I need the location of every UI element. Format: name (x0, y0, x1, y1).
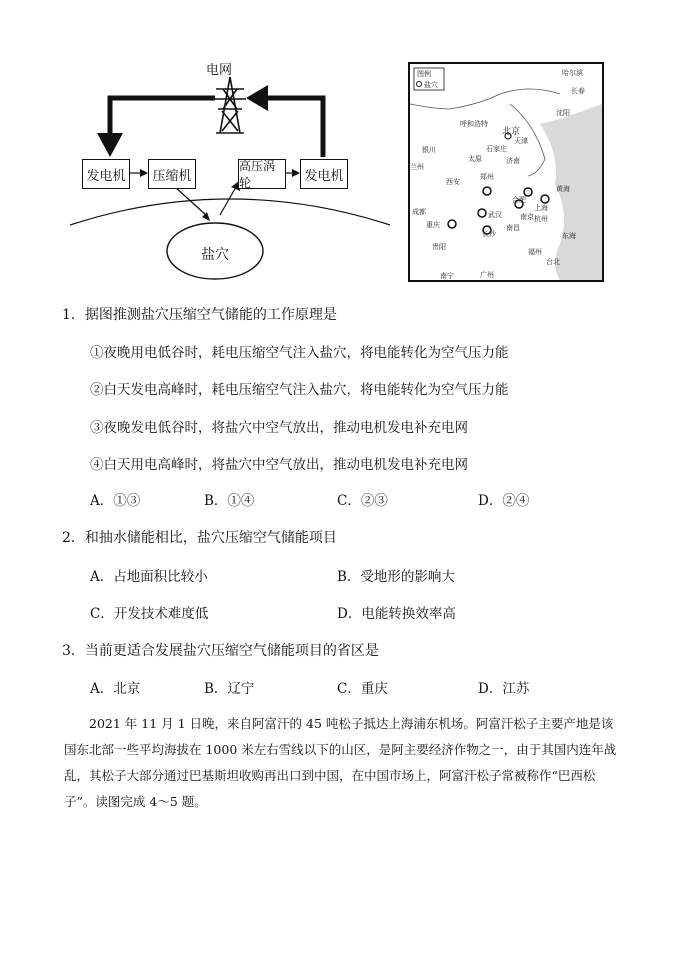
question-1-option-d[interactable]: D．②④ (478, 493, 530, 509)
compressor-box: 压缩机 (148, 159, 196, 189)
turbine-box: 高压涡轮 (238, 159, 286, 189)
question-3-option-a[interactable]: A．北京 (90, 681, 141, 697)
sea-label: 东海 (562, 232, 576, 240)
question-2-option-c[interactable]: C．开发技术难度低 (90, 606, 209, 622)
city-label: 合肥 (512, 196, 526, 204)
map-legend-item: 盐穴 (424, 81, 438, 89)
question-1-option-c[interactable]: C．②③ (337, 493, 388, 509)
question-1-statement: ②白天发电高峰时，耗电压缩空气注入盐穴，将电能转化为空气压力能 (90, 382, 509, 398)
city-label: 哈尔滨 (562, 69, 583, 77)
question-1-stem: 1．据图推测盐穴压缩空气储能的工作原理是 (62, 307, 337, 323)
city-label: 台北 (546, 258, 560, 266)
city-label: 广州 (480, 271, 494, 279)
question-2-option-a[interactable]: A．占地面积比较小 (90, 569, 208, 585)
city-label: 南昌 (506, 224, 520, 232)
city-label: 呼和浩特 (460, 120, 488, 128)
city-label: 兰州 (410, 163, 424, 171)
salt-cavern-label: 盐穴 (201, 247, 229, 263)
right-flow-line (262, 98, 323, 157)
down-arrowhead (97, 133, 123, 157)
city-label: 南京 (520, 213, 534, 221)
question-2-stem: 2．和抽水储能相比，盐穴压缩空气储能项目 (62, 530, 337, 546)
city-label: 银川 (422, 146, 436, 154)
city-label: 南宁 (440, 272, 454, 280)
question-3-option-c[interactable]: C．重庆 (337, 681, 388, 697)
left-flow-line (110, 98, 215, 137)
city-label: 武汉 (488, 211, 502, 219)
city-label: 长春 (571, 87, 585, 95)
question-2-option-d[interactable]: D．电能转换效率高 (337, 606, 456, 622)
city-label: 成都 (412, 208, 426, 216)
city-label: 天津 (514, 137, 528, 145)
left-generator-box: 发电机 (82, 159, 130, 189)
grid-label: 电网 (206, 63, 233, 78)
city-label: 杭州 (534, 215, 548, 223)
city-label: 西安 (446, 178, 460, 186)
question-3-stem: 3．当前更适合发展盐穴压缩空气储能项目的省区是 (62, 643, 379, 659)
reading-passage: 2021 年 11 月 1 日晚，来自阿富汗的 45 吨松子抵达上海浦东机场。阿富汗松子主要产地是该国东北部一些平均海拔在 1000 米左右雪线以下的山区，是阿主要经济作物之一，由于其国内连年战乱，其松子大部分通过巴基斯坦收购再出口到中国，在中国市场上，阿富汗松子常被称作“巴西松子”。读图完成 4～5 题。 (64, 716, 617, 809)
city-label: 上海 (534, 204, 548, 212)
city-label: 北京 (502, 127, 521, 137)
question-1-statement: ④白天用电高峰时，将盐穴中空气放出，推动电机发电补充电网 (90, 457, 468, 473)
question-2-option-b[interactable]: B．受地形的影响大 (337, 569, 455, 585)
transmission-tower-icon (214, 77, 246, 133)
city-label: 济南 (506, 157, 520, 165)
left-arrowhead (246, 85, 268, 111)
city-label: 郑州 (480, 173, 494, 181)
china-salt-cavern-map (408, 62, 604, 282)
city-label: 太原 (468, 155, 482, 163)
question-3-option-b[interactable]: B．辽宁 (204, 681, 255, 697)
question-3-option-d[interactable]: D．江苏 (478, 681, 530, 697)
city-label: 福州 (528, 248, 542, 256)
city-label: 重庆 (426, 221, 440, 229)
city-label: 贵阳 (432, 243, 446, 251)
right-generator-box: 发电机 (300, 159, 348, 189)
map-legend-title: 图例 (417, 70, 431, 78)
city-label: 石家庄 (486, 145, 507, 153)
question-1-option-a[interactable]: A．①③ (90, 493, 141, 509)
sea-label: 黄海 (556, 185, 570, 193)
question-1-statement: ③夜晚发电低谷时，将盐穴中空气放出，推动电机发电补充电网 (90, 420, 468, 436)
question-1-option-b[interactable]: B．①④ (204, 493, 255, 509)
city-label: 沈阳 (556, 109, 570, 117)
city-label: 长沙 (482, 230, 496, 238)
question-1-statement: ①夜晚用电低谷时，耗电压缩空气注入盐穴，将电能转化为空气压力能 (90, 345, 509, 361)
ground-surface-line (70, 199, 390, 225)
energy-storage-diagram (70, 55, 390, 290)
